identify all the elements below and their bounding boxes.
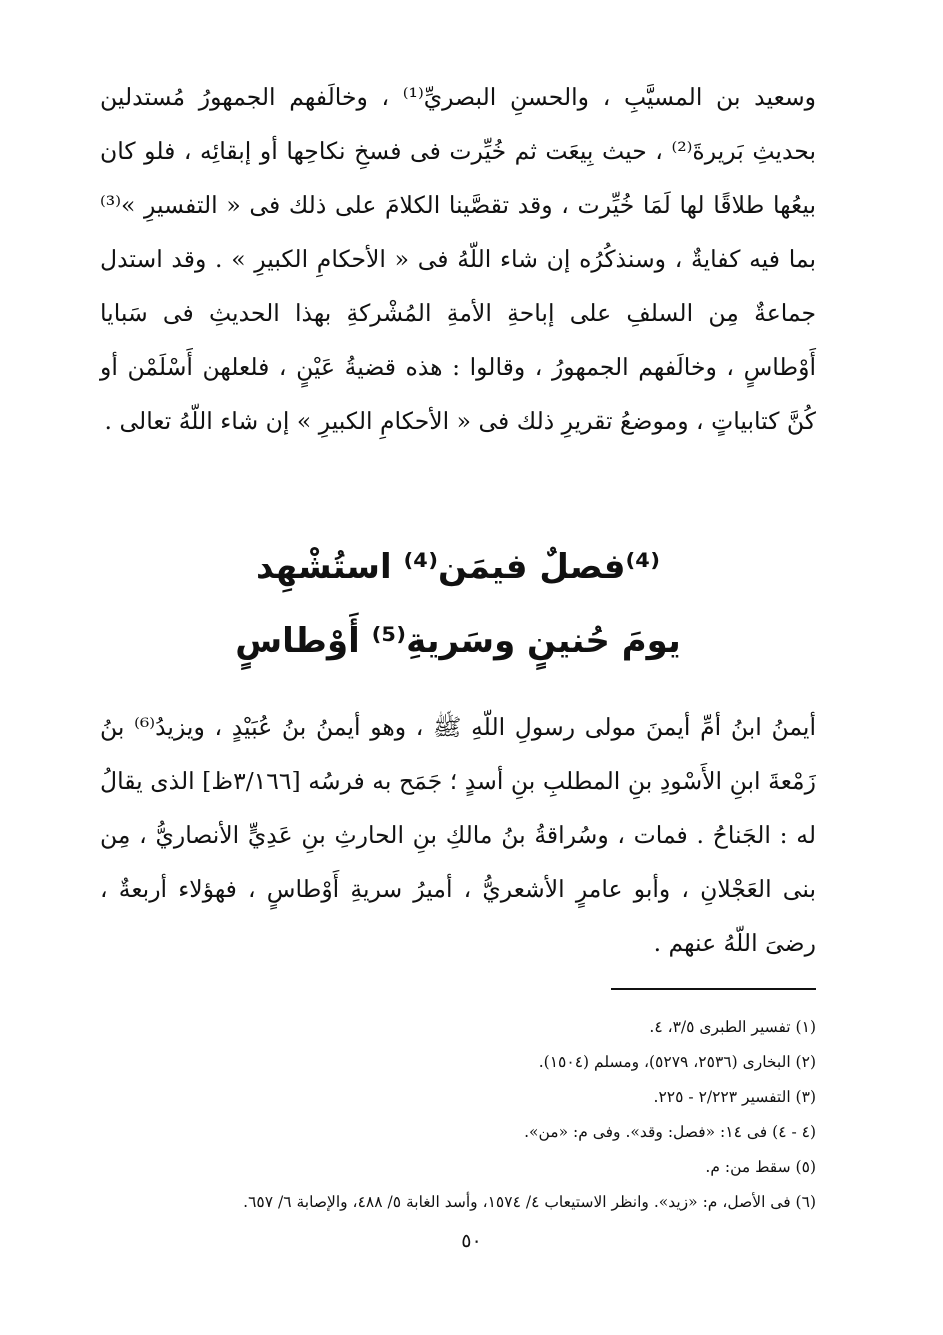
book-page [100, 60, 816, 1220]
section-heading [100, 530, 816, 678]
footnote-divider [611, 988, 816, 990]
footnote-4: (٤ - ٤) فى ١٤: «فصل: وقد». وفى م: «من». [524, 1123, 816, 1141]
paragraph-martyrs: أيمنُ ابنُ أمِّ أيمنَ مولى رسولِ اللّهِ ﷺ ، وهو أيمنُ بنُ عُبَيْدٍ ، ويزيدُ⁽⁶⁾ بنُ زَمْعةَ ابنِ الأَسْودِ بنِ المطلبِ بنِ أسدٍ ؛ جَمَح به فرسُه [٣/١٦٦ظ] الذى يقالُ له : الجَناحُ . فمات ، وسُراقةُ بنُ مالكِ بنِ الحارثِ بنِ عَدِيٍّ الأنصاريُّ ، مِن بنى العَجْلانِ ، وأبو عامرٍ الأشعريُّ ، أميرُ سريةِ أَوْطاسٍ ، فهؤلاء أربعةٌ ، رضىَ اللّهُ عنهم . [100, 713, 816, 957]
page-number: ٥٠ [461, 1230, 482, 1252]
footnote-2: (٢) البخارى (٢٥٣٦، ٥٢٧٩)، ومسلم (١٥٠٤). [538, 1053, 816, 1071]
footnote-6: (٦) فى الأصل، م: «زيد». وانظر الاستيعاب ٤/ ١٥٧٤، وأسد الغابة ٥/ ٤٨٨، والإصابة ٦/ ٦٥٧. [243, 1193, 816, 1211]
section-heading-line-2: يومَ حُنينٍ وسَريةِ⁽⁵⁾ أَوْطاسٍ [235, 621, 681, 661]
footnote-1: (١) تفسير الطبرى ٣/٥، ٤. [649, 1018, 816, 1036]
footnote-5: (٥) سقط من: م. [705, 1158, 816, 1176]
paragraph-continuation: وسعيد بن المسيَّبِ ، والحسنِ البصريِّ⁽¹⁾ ، وخالَفهم الجمهورُ مُستدلين بحديثِ بَريرةَ⁽²⁾ ، حيث بِيعَت ثم خُيِّرت فى فسخِ نكاحِها أو إبقائِه ، فلو كان بيعُها طلاقًا لها لَمَا خُيِّرت ، وقد تقصَّينا الكلامَ على ذلك فى « التفسيرِ »⁽³⁾ بما فيه كفايةٌ ، وسنذكُرُه إن شاء اللّهُ فى « الأحكامِ الكبيرِ » . وقد استدل جماعةٌ مِن السلفِ على إباحةِ الأمةِ المُشْركةِ بهذا الحديثِ فى سَبايا أَوْطاسٍ ، وخالَفهم الجمهورُ ، وقالوا : هذه قضيةُ عَيْنٍ ، فلعلهن أَسْلَمْن أو كُنَّ كتابياتٍ ، وموضعُ تقريرِ ذلك فى « الأحكامِ الكبيرِ » إن شاء اللّهُ تعالى . [100, 83, 816, 435]
footnote-3: (٣) التفسير ٢/٢٢٣ - ٢٢٥. [653, 1088, 816, 1106]
footnotes [100, 1010, 816, 1220]
section-heading-line-1: ⁽⁴⁾فصلٌ فيمَن⁽⁴⁾ استُشْهِد [256, 547, 660, 587]
